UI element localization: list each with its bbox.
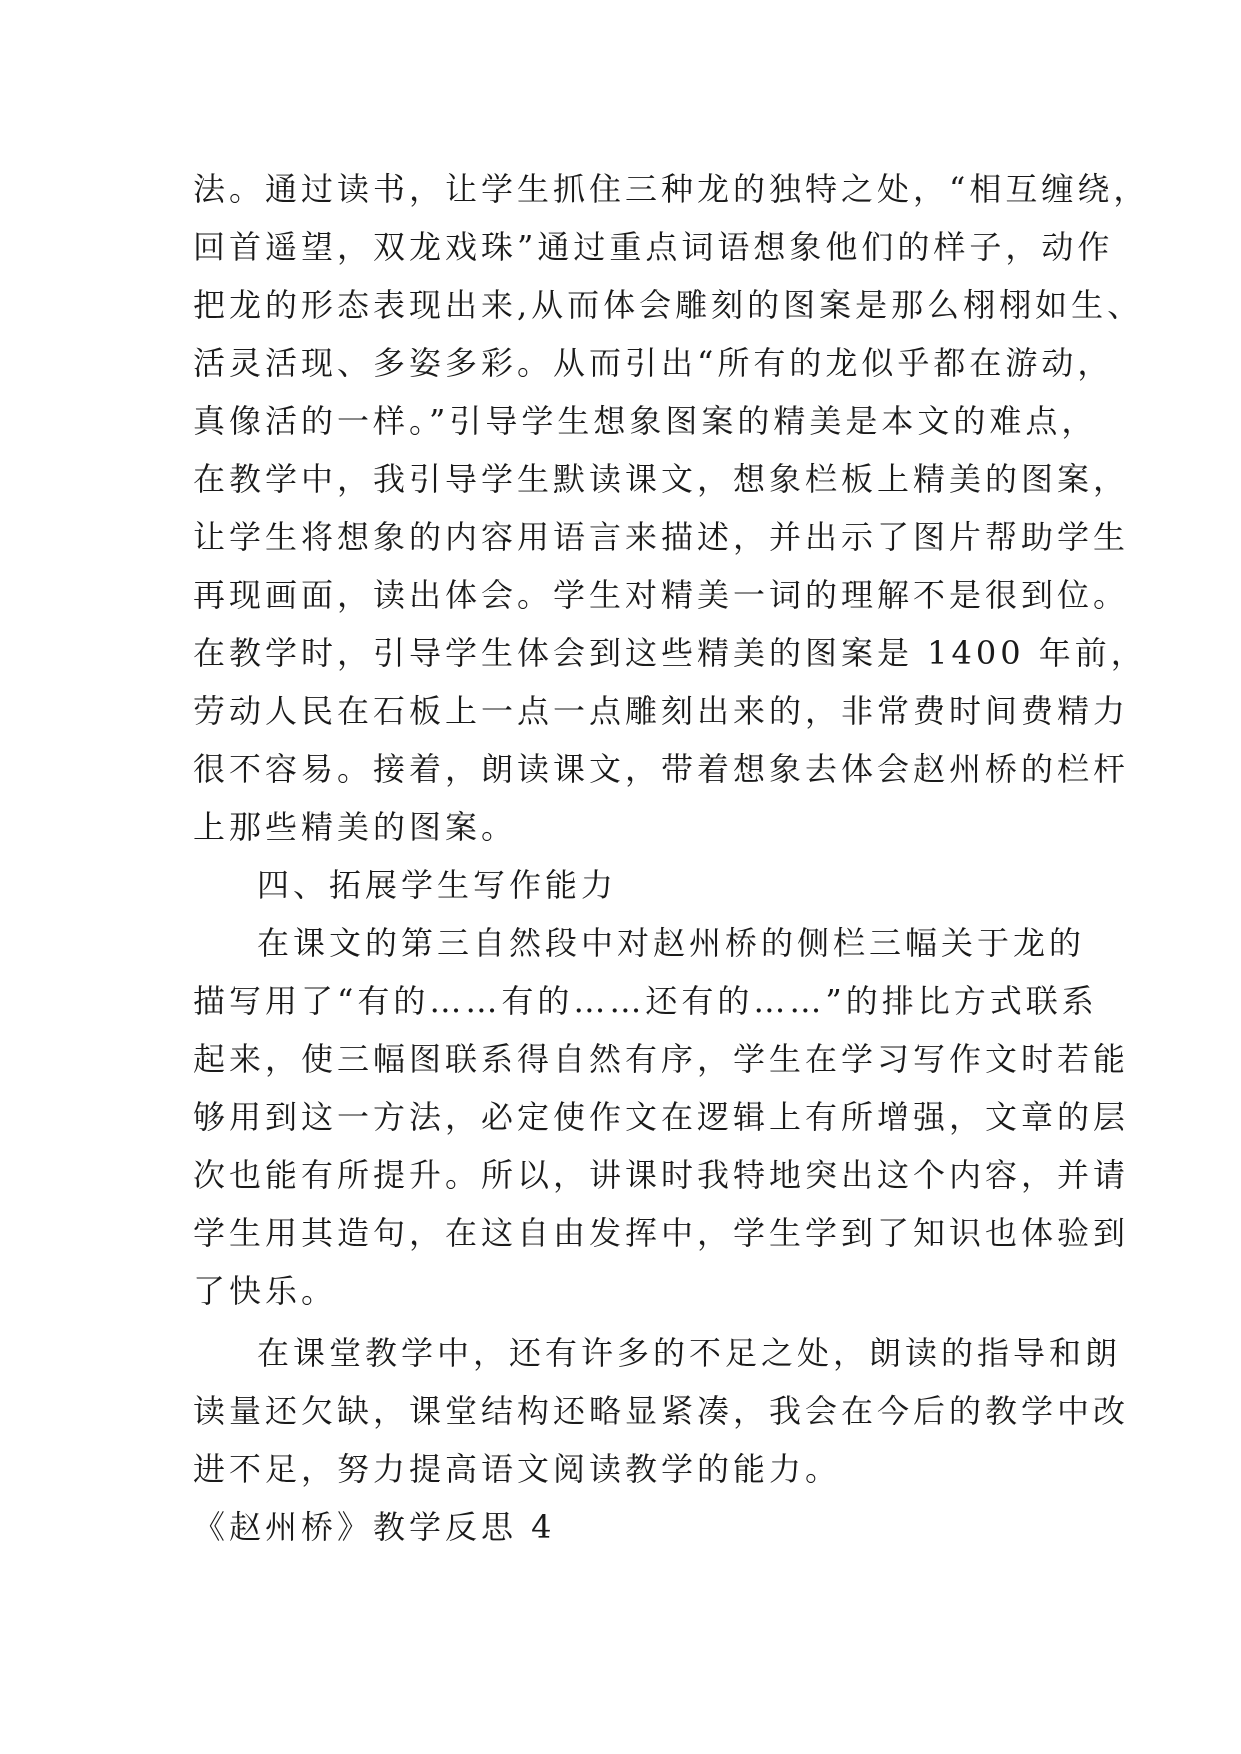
paragraph-line: 在课文的第三自然段中对赵州桥的侧栏三幅关于龙的 xyxy=(257,924,1086,962)
paragraph-line: 很不容易。接着，朗读课文，带着想象去体会赵州桥的栏杆 xyxy=(193,750,1130,788)
paragraph-line: 够用到这一方法，必定使作文在逻辑上有所增强，文章的层 xyxy=(193,1098,1130,1136)
paragraph-line: 了快乐。 xyxy=(193,1272,338,1310)
section-title: 《赵州桥》教学反思 4 xyxy=(193,1508,556,1546)
paragraph-line: 在教学时，引导学生体会到这些精美的图案是 1400 年前， xyxy=(193,634,1147,672)
paragraph-line: 在教学中，我引导学生默读课文，想象栏板上精美的图案， xyxy=(193,460,1130,498)
paragraph-line: 在课堂教学中，还有许多的不足之处，朗读的指导和朗 xyxy=(257,1334,1122,1372)
paragraph-line: 再现画面，读出体会。学生对精美一词的理解不是很到位。 xyxy=(193,576,1130,614)
paragraph-line: 回首遥望，双龙戏珠”通过重点词语想象他们的样子，动作 xyxy=(193,228,1114,266)
paragraph-line: 把龙的形态表现出来,从而体会雕刻的图案是那么栩栩如生、 xyxy=(193,286,1144,324)
paragraph-line: 读量还欠缺，课堂结构还略显紧凑，我会在今后的教学中改 xyxy=(193,1392,1130,1430)
paragraph-line: 活灵活现、多姿多彩。从而引出“所有的龙似乎都在游动， xyxy=(193,344,1114,382)
paragraph-line: 起来，使三幅图联系得自然有序，学生在学习写作文时若能 xyxy=(193,1040,1130,1078)
paragraph-line: 上那些精美的图案。 xyxy=(193,808,518,846)
paragraph-line: 进不足，努力提高语文阅读教学的能力。 xyxy=(193,1450,842,1488)
section-heading: 四、拓展学生写作能力 xyxy=(257,866,618,904)
paragraph-line: 次也能有所提升。所以，讲课时我特地突出这个内容，并请 xyxy=(193,1156,1130,1194)
paragraph-line: 法。通过读书，让学生抓住三种龙的独特之处，“相互缠绕， xyxy=(193,170,1150,208)
paragraph-line: 让学生将想象的内容用语言来描述，并出示了图片帮助学生 xyxy=(193,518,1130,556)
paragraph-line: 真像活的一样。”引导学生想象图案的精美是本文的难点， xyxy=(193,402,1098,440)
paragraph-line: 劳动人民在石板上一点一点雕刻出来的，非常费时间费精力 xyxy=(193,692,1130,730)
document-body xyxy=(193,160,1150,1556)
paragraph-line: 描写用了“有的……有的……还有的……”的排比方式联系 xyxy=(193,982,1098,1020)
paragraph-line: 学生用其造句，在这自由发挥中，学生学到了知识也体验到 xyxy=(193,1214,1130,1252)
